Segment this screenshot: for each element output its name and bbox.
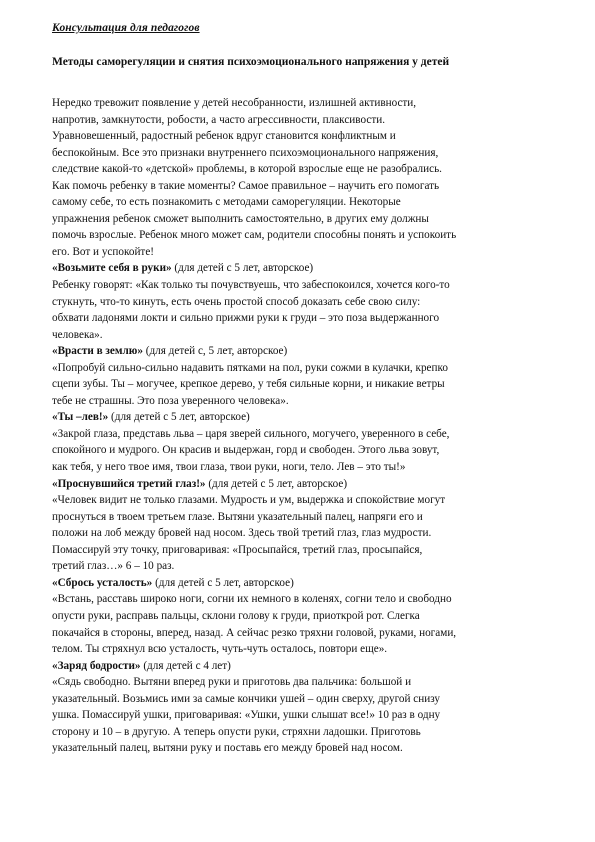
- exercise-heading: [52, 260, 552, 277]
- text-line: его. Вот и успокойте!: [52, 245, 155, 258]
- text-line: обхвати ладонями локти и сильно прижми руки к груди – это поза выдержанного: [52, 312, 440, 325]
- intro-paragraph: [52, 95, 552, 260]
- text-line: проснуться в твоем третьем глазе. Вытяни указательный палец, напряги его и: [52, 510, 423, 523]
- text-line: напротив, замкнутости, робости, а часто агрессивности, плаксивости.: [52, 113, 386, 126]
- text-line: беспокойным. Все это признаки внутреннего психоэмоционального напряжения,: [52, 146, 439, 159]
- document-header: Консультация для педагогов: [52, 22, 200, 34]
- exercise-title: «Сбрось усталость»: [52, 576, 153, 589]
- text-line: «Закрой глаза, представь льва – царя зверей сильного, могучего, уверенного в себе,: [52, 427, 450, 440]
- text-line: как тебя, у него твое имя, твои глаза, твои руки, ноги, тело. Лев – это ты!»: [52, 461, 406, 474]
- text-line: человека».: [52, 328, 103, 341]
- exercise-section: [52, 343, 552, 409]
- exercise-age-note: (для детей с 5 лет, авторское): [171, 262, 314, 275]
- exercise-section: [52, 658, 552, 757]
- text-line: указательный палец, вытяни руку и поставь его между бровей над носом.: [52, 742, 403, 755]
- text-line: сцепи зубы. Ты – могучее, крепкое дерево, у тебя сильные корни, и никакие ветры: [52, 378, 445, 391]
- text-line: спокойного и мудрого. Он красив и выдержан, горд и свободен. Этого льва зовут,: [52, 444, 440, 457]
- text-line: указательный. Возьмись ими за самые кончики ушей – один сверху, другой снизу: [52, 692, 440, 705]
- exercise-title: «Заряд бодрости»: [52, 659, 141, 672]
- exercise-heading: [52, 575, 552, 592]
- document-title: Методы саморегуляции и снятия психоэмоционального напряжения у детей: [52, 56, 450, 68]
- exercise-age-note: (для детей с 5 лет, авторское): [205, 477, 348, 490]
- text-line: следствие какой-то «детской» проблемы, в которой взрослые еще не разобрались.: [52, 163, 442, 176]
- text-line: «Сядь свободно. Вытяни вперед руки и приготовь два пальчика: большой и: [52, 676, 412, 689]
- document-body: [52, 95, 552, 757]
- exercise-age-note: (для детей с 5 лет, авторское): [152, 576, 294, 589]
- text-line: «Встань, расставь широко ноги, согни их немного в коленях, согни тело и свободно: [52, 593, 452, 606]
- exercise-age-note: (для детей с 4 лет): [140, 659, 231, 672]
- text-line: сторону и 10 – в другую. А теперь опусти руки, стряхни ладошки. Приготовь: [52, 725, 421, 738]
- text-line: тебе не страшны. Это поза уверенного человека».: [52, 394, 289, 407]
- exercise-heading: [52, 343, 552, 360]
- text-line: третий глаз…» 6 – 10 раз.: [52, 560, 175, 573]
- exercise-section: [52, 575, 552, 658]
- exercise-heading: [52, 476, 552, 493]
- text-line: «Человек видит не только глазами. Мудрость и ум, выдержка и спокойствие могут: [52, 494, 446, 507]
- exercise-section: [52, 476, 552, 575]
- text-line: стукнуть, что-то кинуть, есть очень простой способ доказать себе свою силу:: [52, 295, 421, 308]
- text-line: помочь взрослые. Ребенок много может сам, родители способны понять и успокоить: [52, 229, 457, 242]
- exercise-age-note: (для детей с 5 лет, авторское): [108, 411, 250, 424]
- exercise-age-note: (для детей с, 5 лет, авторское): [142, 345, 288, 358]
- text-line: покачайся в стороны, вперед, назад. А сейчас резко тряхни головой, руками, ногами,: [52, 626, 457, 639]
- text-line: опусти руки, расправь пальцы, склони голову к груди, приоткрой рот. Слегка: [52, 609, 420, 622]
- text-line: Помассируй эту точку, приговаривая: «Просыпайся, третий глаз, просыпайся,: [52, 543, 423, 556]
- exercise-heading: [52, 658, 552, 675]
- text-line: Уравновешенный, радостный ребенок вдруг становится конфликтным и: [52, 130, 396, 143]
- text-line: самому себе, то есть познакомить с методами саморегуляции. Некоторые: [52, 196, 401, 209]
- text-line: упражнения ребенок сможет выполнить самостоятельно, в других ему должны: [52, 212, 429, 225]
- text-line: «Попробуй сильно-сильно надавить пятками на пол, руки сожми в кулачки, крепко: [52, 361, 448, 374]
- text-line: Нередко тревожит появление у детей несобранности, излишней активности,: [52, 97, 417, 109]
- exercise-section: [52, 409, 552, 475]
- exercise-title: «Проснувшийся третий глаз!»: [52, 477, 206, 490]
- text-line: Ребенку говорят: «Как только ты почувствуешь, что забеспокоился, хочется кого-то: [52, 279, 450, 292]
- exercise-title: «Возьмите себя в руки»: [52, 262, 172, 275]
- text-line: телом. Ты стряхнул всю усталость, чуть-чуть осталось, повтори еще».: [52, 643, 388, 656]
- exercise-section: [52, 260, 552, 343]
- exercise-title: «Ты –лев!»: [52, 411, 109, 424]
- exercise-heading: [52, 409, 552, 426]
- exercise-title: «Врасти в землю»: [52, 345, 143, 358]
- text-line: Как помочь ребенку в такие моменты? Самое правильное – научить его помогать: [52, 179, 440, 192]
- text-line: ушка. Помассируй ушки, приговаривая: «Ушки, ушки слышат все!» 10 раз в одну: [52, 709, 441, 722]
- text-line: положи на лоб между бровей над носом. Здесь твой третий глаз, глаз мудрости.: [52, 527, 432, 540]
